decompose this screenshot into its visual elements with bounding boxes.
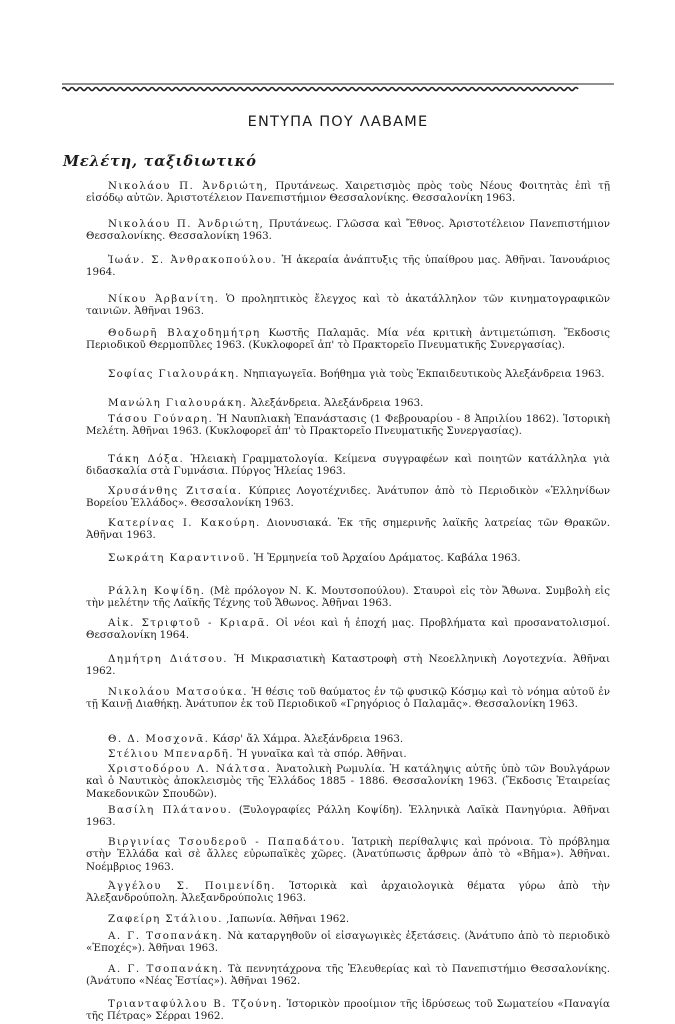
entry-author: Βασίλη Πλάτανου. [108,804,233,816]
entry-text: Ἡ Ναυπλιακὴ Ἐπανάστασις (1 Φεβρουαρίου - 8 Ἀπριλίου 1862). Ἱστορικὴ Μελέτη. Ἀθῆναι 1963. (Κυκλοφορεῖ ἀπ' τὸ Πρακτορεῖο Πνευματικῆς Συνεργασίας). [86,413,610,438]
entry-author: Σοφίας Γιαλουράκη. [108,368,240,380]
entry-text: Ἡ Μικρασιατικὴ Καταστροφὴ στὴ Νεοελληνικὴ Λογοτεχνία. Ἀθῆναι 1962. [86,653,610,678]
list-item [86,804,610,829]
entry-author: Νικολάου Π. Ἀνδριώτη, [108,180,269,192]
entry-author: Βιργινίας Τσουδεροῦ - Παπαδάτου. [108,836,346,848]
list-item [86,880,610,905]
page-title: ΕΝΤΥΠΑ ΠΟΥ ΛΑΒΑΜΕ [247,114,429,130]
entry-author: Στέλιου Μπεναρδῆ. [108,748,234,760]
entry-text: Ἱστορικὰ καὶ ἀρχαιολογικὰ θέματα γύρω ἀπὸ τὴν Ἀλεξανδρούπολη. Ἀλεξανδρούπολις 1963. [86,880,610,905]
entry-author: Τάσου Γούναρη. [108,413,214,425]
entry-text: Ἡ γυναῖκα καὶ τὰ σπόρ. Ἀθῆναι. [237,748,407,760]
list-item [86,552,610,564]
entry-text: Ἡ Ἑρμηνεία τοῦ Ἀρχαίου Δράματος. Καβάλα 1963. [253,552,521,564]
entry-text: Ἡ ἀκεραία ἀνάπτυξις τῆς ὑπαίθρου μας. Ἀθῆναι. Ἰανουάριος 1964. [86,254,610,279]
entry-text: Ἡ θέσις τοῦ θαύματος ἐν τῷ φυσικῷ Κόσμῳ καὶ τὸ νόημα αὐτοῦ ἐν τῇ Καινῇ Διαθήκῃ. Ἀνάτυπον ἐκ τοῦ Περιοδικοῦ «Γρηγόριος ὁ Παλαμᾶς». Θεσσαλονίκη 1963. [86,686,610,711]
list-item [86,180,610,205]
list-item [86,517,610,542]
entry-text: Οἱ νέοι καὶ ἡ ἐποχή μας. Προβλήματα καὶ προσανατολισμοί. Θεσσαλονίκη 1964. [86,617,610,642]
entry-author: Ζαφείρη Στάλιου. [108,913,223,925]
entry-text: Πρυτάνεως. Γλῶσσα καὶ Ἔθνος. Ἀριστοτέλειον Πανεπιστήμιον Θεσσαλονίκης. Θεσσαλονίκη 1963. [86,218,610,243]
list-item [86,763,610,800]
list-item [86,617,610,642]
entry-author: Χριστοδόρου Λ. Νάλτσα. [108,763,272,775]
list-item [86,998,610,1023]
entry-author: Νίκου Ἀρβανίτη. [108,293,220,305]
entry-text: Κωστῆς Παλαμᾶς. Μία νέα κριτικὴ ἀντιμετώπιση. Ἔκδοσις Περιοδικοῦ Θερμοπῦλες 1963. (Κυκλοφορεῖ ἀπ' τὸ Πρακτορεῖο Πνευματικῆς Συνεργασίας). [86,327,610,352]
list-item [86,327,610,352]
entry-author: Νικολάου Π. Ἀνδριώτη, [108,218,265,230]
entry-text: Ὁ προληπτικὸς ἔλεγχος καὶ τὸ ἀκατάλληλον τῶν κινηματογραφικῶν ταινιῶν. Ἀθῆναι 1963. [86,293,610,318]
list-item [86,397,610,409]
entry-text: Νηπιαγωγεῖα. Βοήθημα γιὰ τοὺς Ἐκπαιδευτικοὺς Ἀλεξάνδρεια 1963. [243,368,605,380]
entry-text: (Μὲ πρόλογον Ν. Κ. Μουτσοπούλου). Σταυροὶ εἰς τὸν Ἄθωνα. Συμβολὴ εἰς τὴν μελέτην τῆς Λαϊκῆς Τέχνης τοῦ Ἄθωνος. Ἀθῆναι 1963. [86,585,610,610]
entry-author: Χρυσάνθης Ζιτσαία. [108,485,243,497]
entry-text: ,Ιαπωνία. Ἀθῆναι 1962. [226,913,350,925]
entry-text: Ἀλεξάνδρεια. Ἀλεξάνδρεια 1963. [250,397,424,409]
section-heading: Μελέτη, ταξιδιωτικό [63,153,257,170]
entry-text: Κάσρ' ἄλ Χάμρα. Ἀλεξάνδρεια 1963. [212,733,404,745]
entry-text: Διονυσιακά. Ἐκ τῆς σημερινῆς λαϊκῆς λατρείας τῶν Θρακῶν. Ἀθῆναι 1963. [86,517,610,542]
list-item [86,963,610,988]
list-item [86,930,610,955]
entry-text: Πρυτάνεως. Χαιρετισμὸς πρὸς τοὺς Νέους Φοιτητὰς ἐπὶ τῇ εἰσόδῳ αὐτῶν. Ἀριστοτέλειον Πανεπιστήμιον Θεσσαλονίκης. Θεσσαλονίκη 1963. [86,180,611,205]
decorative-top-rule [62,83,614,93]
entry-text: Νὰ καταργηθοῦν οἱ εἰσαγωγικὲς ἐξετάσεις. (Ἀνάτυπο ἀπὸ τὸ περιοδικὸ «Ἐποχές»). Ἀθῆναι 1963. [86,930,610,955]
list-item [86,733,610,745]
entry-text: Ἠλειακὴ Γραμματολογία. Κείμενα συγγραφέων καὶ ποιητῶν κατάλληλα γιὰ διδασκαλία στὰ Γυμνάσια. Πύργος Ἠλείας 1963. [86,453,610,478]
entry-author: Τριανταφύλλου Β. Τζούνη. [108,998,283,1010]
entry-author: Θοδωρῆ Βλαχοδημήτρη [108,327,261,339]
entry-author: Αἰκ. Στριφτοῦ - Κριαρᾶ. [108,617,271,629]
entry-author: Ἀγγέλου Σ. Ποιμενίδη. [108,880,276,892]
list-item [86,748,610,760]
entry-text: Τὰ πεννητάχρονα τῆς Ἐλευθερίας καὶ τὸ Πανεπιστήμιο Θεσσαλονίκης. (Ἀνάτυπο «Νέας Ἑστίας»). Ἀθῆναι 1962. [86,963,610,988]
list-item [86,913,610,925]
entry-author: Τάκη Δόξα. [108,453,185,465]
entry-author: Ράλλη Κοψίδη. [108,585,206,597]
list-item [86,368,610,380]
list-item [86,254,610,279]
entry-author: Κατερίνας Ι. Κακούρη. [108,517,261,529]
entry-author: Α. Γ. Τσοπανάκη. [108,930,223,942]
list-item [86,453,610,478]
list-item [86,218,610,243]
list-item [86,836,610,873]
list-item [86,293,610,318]
entry-author: Δημήτρη Διάτσου. [108,653,228,665]
entry-text: Κύπριες Λογοτέχνιδες. Ἀνάτυπον ἀπὸ τὸ Περιοδικὸν «Ἑλληνίδων Βορείου Ἑλλάδος». Θεσσαλονίκη 1963. [86,485,610,510]
entry-author: Α. Γ. Τσοπανάκη. [108,963,224,975]
list-item [86,413,610,438]
entry-text: Ἀνατολικὴ Ρωμυλία. Ἡ κατάληψις αὐτῆς ὑπὸ τῶν Βουλγάρων καὶ ὁ Ναυτικὸς ἀποκλεισμὸς τῆς Ἑλλάδος 1885 - 1886. Θεσσαλονίκη 1963. (Ἔκδοσις Ἑταιρείας Μακεδονικῶν Σπουδῶν). [86,763,610,800]
list-item [86,653,610,678]
list-item [86,485,610,510]
entry-text: Ἱστορικὸν προοίμιον τῆς ἱδρύσεως τοῦ Σωματείου «Παναγία τῆς Πέτρας» Σέρραι 1962. [86,998,610,1023]
entry-author: Θ. Δ. Μοσχονᾶ. [108,733,210,745]
entry-author: Μανώλη Γιαλουράκη. [108,397,248,409]
entry-author: Νικολάου Ματσούκα. [108,686,248,698]
entry-text: (Ξυλογραφίες Ράλλη Κοψίδη). Ἑλληνικὰ Λαϊκὰ Πανηγύρια. Ἀθῆναι 1963. [86,804,611,829]
list-item [86,686,610,711]
list-item [86,585,610,610]
entry-text: Ἰατρικὴ περίθαλψις καὶ πρόνοια. Τὸ πρόβλημα στὴν Ἑλλάδα καὶ σὲ ἄλλες εὐρωπαϊκὲς χῶρες. (Ἀνατύπωσις ἄρθρων ἀπὸ τὸ «Βῆμα»). Ἀθῆναι. Νοέμβριος 1963. [86,836,610,873]
entry-author: Ἰωάν. Σ. Ἀνθρακοπούλου. [108,254,278,266]
entry-author: Σωκράτη Καραντινοῦ. [108,552,251,564]
